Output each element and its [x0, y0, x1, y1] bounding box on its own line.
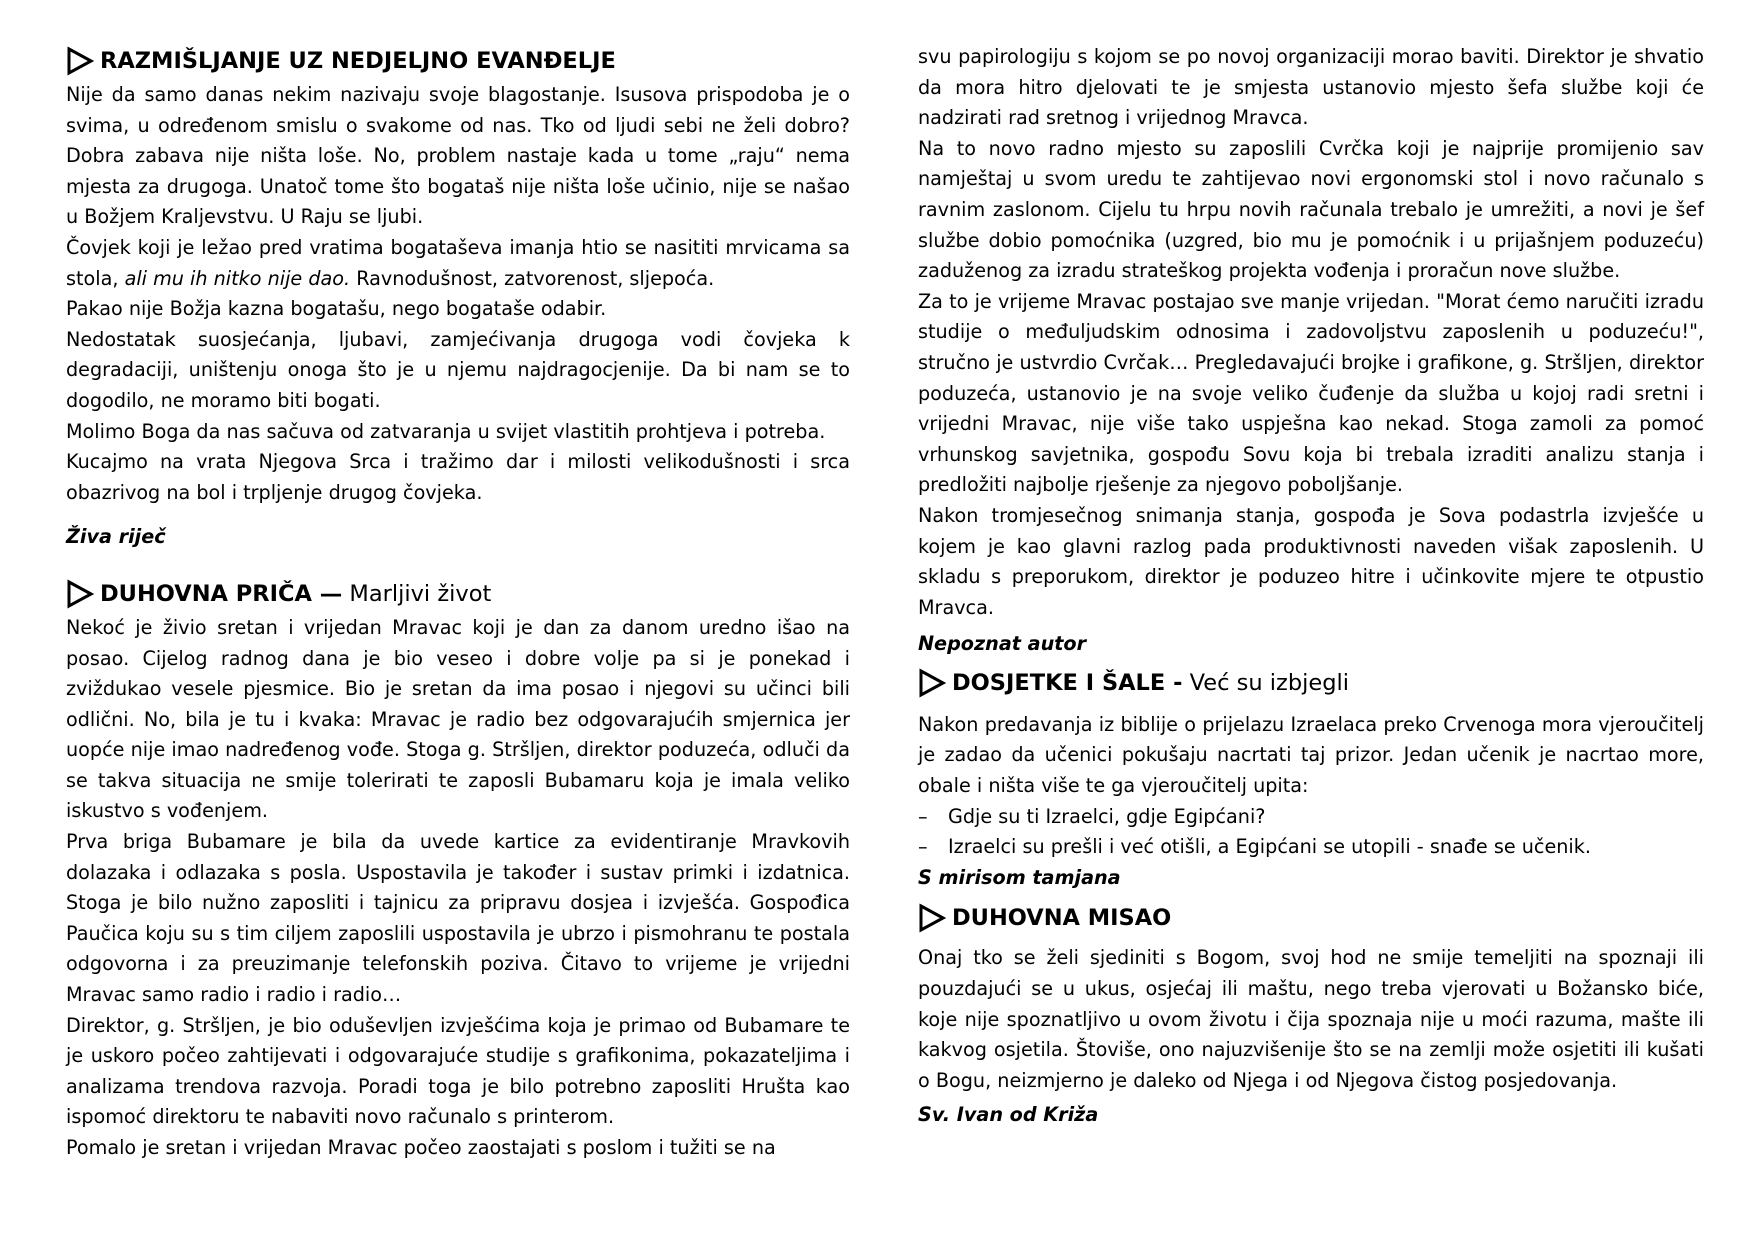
- left-column: [66, 42, 850, 1164]
- section-title: RAZMIŠLJANJE UZ NEDJELJNO EVANĐELJE: [100, 48, 616, 74]
- paragraph: [66, 233, 850, 294]
- paragraph: Nakon predavanja iz biblije o prijelazu Izraelaca preko Crvenoga mora vjeroučitelj je zadao da učenici pokušaju nacrtati taj prizor. Jedan učenik je nacrtao more, obale i ništa više te ga vjeroučitelj upita:: [918, 712, 1704, 798]
- paragraph: Nije da samo danas nekim nazivaju svoje blagostanje. Isusova prispodoba je o svima, u određenom smislu o svakome od nas. Tko od ljudi sebi ne želi dobro? Dobra zabava nije ništa loše. No, problem nastaje kada u tome „raju“ nema mjesta za drugoga. Unatoč tome što bogataš nije ništa loše učinio, nije se našao u Božjem Kraljevstvu. U Raju se ljubi.: [66, 83, 850, 229]
- play-triangle-icon: [66, 46, 94, 76]
- dialogue-text: Izraelci su prešli i već otišli, a Egipćani se utopili - snađe se učenik.: [948, 835, 1591, 859]
- dialogue-line: [918, 802, 1704, 833]
- paragraph: Prva briga Bubamare je bila da uvede kartice za evidentiranje Mravkovih dolazaka i odlazaka s posla. Uspostavila je također i sustav primki i izdatnica. Stoga je bilo nužno zaposliti i tajnicu za pripravu dosjea i izvješća. Gospođica Paučica koju su s tim ciljem zaposlili uspostavila je ubrzo i pismohranu te postala odgovorna i za preuzimanje telefonskih poziva. Čitavo to vrijeme je vrijedni Mravac samo radio i radio i radio…: [66, 830, 850, 1007]
- paragraph: Nekoć je živio sretan i vrijedan Mravac koji je dan za danom uredno išao na posao. Cijelog radnog dana je bio veseo i dobre volje pa si je ponekad i zviždukao vesele pjesmice. Bio je sretan da ima posao i njegovi su učinci bili odlični. No, bila je tu i kvaka: Mravac je radio bez odgovarajućih smjernica jer uopće nije imao nadređenog vođe. Stoga g. Stršljen, direktor poduzeća, odluči da se takva situacija ne smije tolerirati te zaposli Bubamaru koja je imala veliko iskustvo s vođenjem.: [66, 615, 850, 823]
- paragraph: Nakon tromjesečnog snimanja stanja, gospođa je Sova podastrla izvješće u kojem je kao glavni razlog pada produktivnosti naveden višak zaposlenih. U skladu s preporukom, direktor je poduzeo hitre i učinkovite mjere te otpustio Mravca.: [918, 503, 1704, 619]
- paragraph: Na to novo radno mjesto su zaposlili Cvrčka koji je najprije promijenio sav namještaj u svom uredu te zahtijevao novi ergonomski stol i novo računalo s ravnim zaslonom. Cijelu tu hrpu novih računala trebalo je umrežiti, a novi je šef službe dobio pomoćnika (uzgred, bio mu je pomoćnik i u prijašnjem poduzeću) zaduženog za izradu strateškog projekta vođenja i proračun nove službe.: [918, 136, 1704, 283]
- dash-marker: –: [918, 835, 928, 859]
- source-attribution: S mirisom tamjana: [918, 865, 1121, 889]
- section-heading-jokes: [918, 664, 1704, 702]
- section-heading-thought: [918, 899, 1704, 937]
- paragraph-text: Ravnodušnost, zatvorenost, sljepoća.: [356, 266, 715, 290]
- section-title: DOSJETKE I ŠALE -: [952, 669, 1183, 696]
- paragraph: Nedostatak suosjećanja, ljubavi, zamjećivanja drugoga vodi čovjeka k degradaciji, uništenju onoga što je u njemu najdragocjenije. Da bi nam se to dogodilo, ne moramo biti bogati.: [66, 327, 850, 412]
- section-heading-story: [66, 575, 850, 613]
- paragraph: Direktor, g. Stršljen, je bio oduševljen izvješćima koja je primao od Bubamare te je uskoro počeo zahtijevati i odgovarajuće studije s grafikonima, pokazateljima i analizama trendova razvoja. Poradi toga je bilo potrebno zaposliti Hrušta kao ispomoć direktoru te nabaviti novo računalo s printerom.: [66, 1013, 850, 1129]
- play-triangle-icon: [918, 903, 946, 933]
- section-title: DUHOVNA PRIČA —: [100, 580, 343, 607]
- play-triangle-icon: [918, 668, 946, 698]
- source-attribution: Sv. Ivan od Križa: [918, 1103, 1099, 1127]
- section-title: DUHOVNA MISAO: [952, 905, 1172, 932]
- section-subtitle: Marljivi život: [349, 580, 492, 607]
- paragraph: Onaj tko se želi sjediniti s Bogom, svoj hod ne smije temeljiti na spoznaji ili pouzdajući se u ukus, osjećaj ili maštu, nego treba vjerovati u Božansko biće, koje nije spoznatljivo u ovom životu i čija spoznaja nije u moći razuma, mašte ili kakvog osjetila. Štoviše, ono najuzvišenije što se na zemlji može osjetiti ili kušati o Bogu, neizmjerno je daleko od Njega i od Njegova čistog posjedovanja.: [918, 946, 1704, 1092]
- section-subtitle: Već su izbjegli: [1189, 669, 1349, 696]
- paragraph: svu papirologiju s kojom se po novoj organizaciji morao baviti. Direktor je shvatio da mora hitro djelovati te je smjesta ustanovio mjesto šefa službe koji će nadzirati rad sretnog i vrijednog Mravca.: [918, 45, 1704, 130]
- paragraph: Za to je vrijeme Mravac postajao sve manje vrijedan. "Morat ćemo naručiti izradu studije o međuljudskim odnosima i zadovoljstvu zaposlenih u poduzeću!", stručno je ustvrdio Cvrčak… Pregledavajući brojke i grafikone, g. Stršljen, direktor poduzeća, ustanovio je na svoje veliko čuđenje da služba u kojoj radi sretni i vrijedni Mravac, nije više tako uspješna kao nekad. Stoga zamoli za pomoć vrhunskog savjetnika, gospođu Sovu koja bi trebala izraditi analizu stanja i predložiti najbolje rješenje za njegovo poboljšanje.: [918, 289, 1704, 497]
- dialogue-line: [918, 832, 1704, 863]
- paragraph-text: Čovjek koji je ležao pred vratima bogataševa imanja htio se nasititi mrvicama sa stola,: [66, 235, 850, 290]
- source-attribution: Nepoznat autor: [918, 632, 1087, 656]
- dialogue-text: Gdje su ti Izraelci, gdje Egipćani?: [948, 804, 1266, 828]
- play-triangle-icon: [66, 579, 94, 609]
- paragraph: Kucajmo na vrata Njegova Srca i tražimo dar i milosti velikodušnosti i srca obazrivog na bol i trpljenje drugog čovjeka.: [66, 450, 850, 504]
- dash-marker: –: [918, 804, 928, 828]
- italic-quote: ali mu ih nitko nije dao.: [124, 266, 351, 290]
- section-heading-reflection: [66, 42, 850, 80]
- source-attribution: Živa riječ: [66, 525, 166, 549]
- paragraph: Pomalo je sretan i vrijedan Mravac počeo zaostajati s poslom i tužiti se na: [66, 1136, 776, 1159]
- right-column: [918, 42, 1704, 1131]
- paragraph: Pakao nije Božja kazna bogatašu, nego bogataše odabir.: [66, 297, 607, 321]
- paragraph: Molimo Boga da nas sačuva od zatvaranja u svijet vlastitih prohtjeva i potreba.: [66, 419, 826, 443]
